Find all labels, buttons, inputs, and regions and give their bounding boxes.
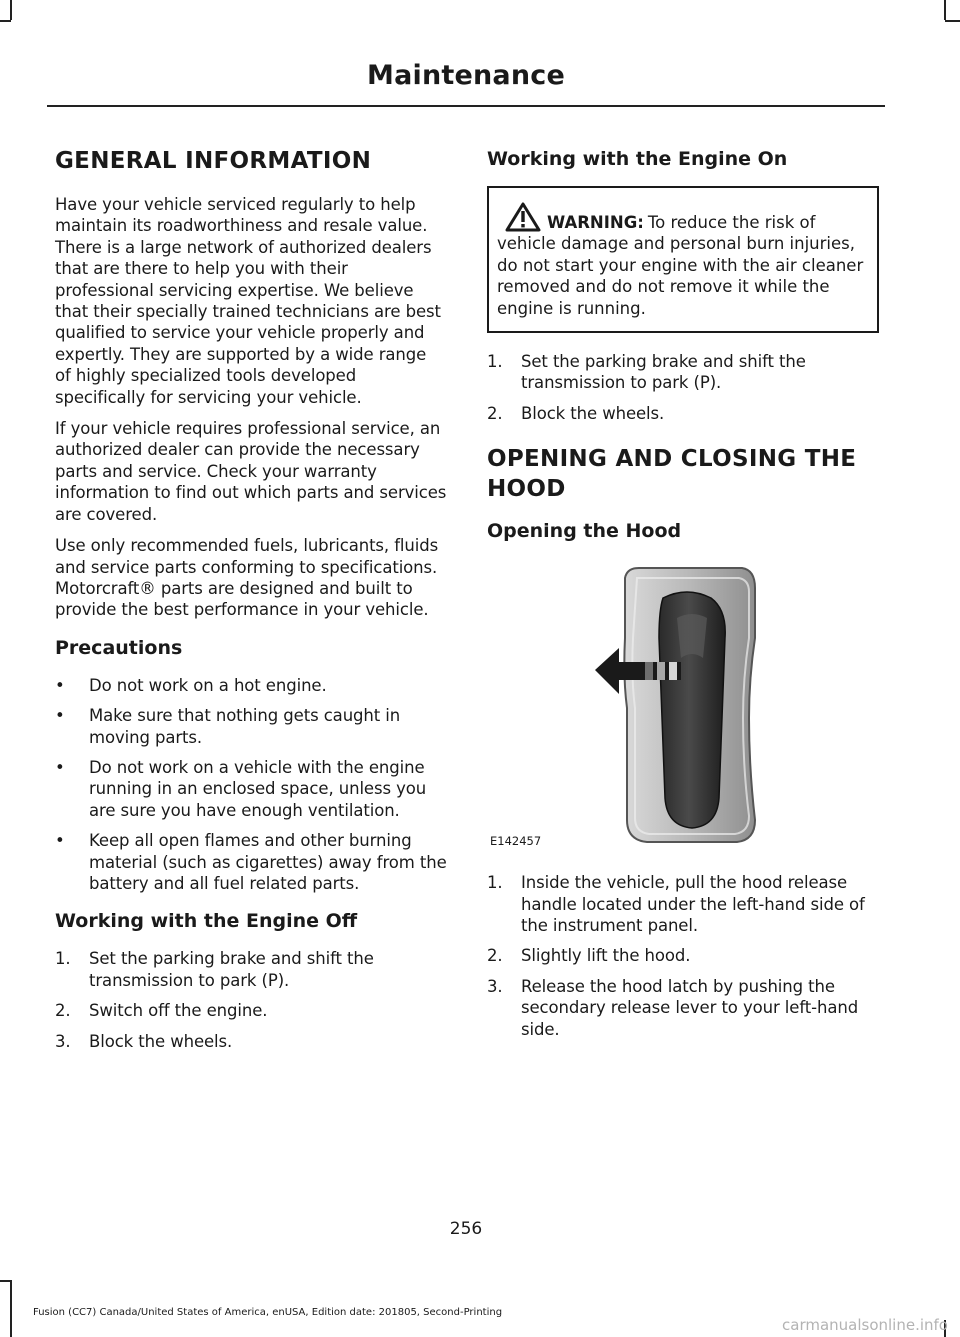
list-item-text: Do not work on a vehicle with the engine running in an enclosed space, unless you are sure you have enough ventilation. [89, 757, 427, 820]
step-text: Set the parking brake and shift the transmission to park (P). [521, 352, 806, 393]
step-text: Inside the vehicle, pull the hood release handle located under the left-hand side of the instrument panel. [521, 873, 865, 936]
paragraph: Use only recommended fuels, lubricants, fluids and service parts conforming to specifications. Motorcraft® parts are designed and built to provide the best performance in your vehicle. [55, 536, 439, 620]
left-column [55, 140, 447, 1061]
crop-mark [944, 0, 946, 20]
list-item [55, 1000, 447, 1021]
hood-heading-line: HOOD [487, 476, 566, 503]
warning-text: To reduce the risk of vehicle damage and personal burn injuries, do not start your engine with the air cleaner removed and do not remove it while the engine is running. [497, 213, 864, 318]
crop-mark [10, 0, 12, 20]
hood-release-handle-illustration [487, 558, 879, 858]
list-item [487, 351, 879, 394]
step-text: Slightly lift the hood. [521, 946, 691, 966]
engine-on-steps [487, 351, 879, 424]
page-header-title: Maintenance [367, 60, 565, 91]
step-number: 3. [487, 976, 503, 996]
warning-box [487, 186, 879, 333]
list-item-text: Keep all open flames and other burning material (such as cigarettes) away from the battery and all fuel related parts. [89, 831, 447, 893]
paragraph: Have your vehicle serviced regularly to help maintain its roadworthiness and resale value. There is a large network of authorized dealers that are there to help you with their professional servicing expertise. We believe that their specially trained technicians are best qualified to service your vehicle properly and expertly. They are supported by a wide range of highly specialized tools developed specifically for servicing your vehicle. [55, 195, 441, 407]
opening-hood-steps [487, 872, 879, 1040]
hood-section-heading [487, 444, 879, 504]
step-text: Block the wheels. [521, 403, 665, 423]
list-item [55, 1031, 447, 1052]
paragraph: If your vehicle requires professional service, an authorized dealer can provide the necessary parts and service. Check your warranty information to find out which parts and services are covered. [55, 419, 447, 524]
step-number: 2. [487, 946, 503, 966]
step-number: 3. [55, 1031, 71, 1051]
list-item [55, 948, 447, 991]
opening-hood-heading: Opening the Hood [487, 520, 682, 543]
list-item [487, 945, 879, 966]
crop-mark [10, 1280, 12, 1337]
header-divider [47, 105, 885, 107]
engine-off-heading: Working with the Engine Off [55, 910, 358, 933]
crop-mark [0, 1280, 11, 1282]
list-item [55, 675, 447, 696]
crop-mark [945, 20, 960, 22]
bullet-marker: • [55, 706, 65, 726]
precautions-list [55, 675, 447, 895]
step-text: Release the hood latch by pushing the secondary release lever to your left-hand side. [521, 976, 859, 1039]
figure-id: E142457 [490, 834, 542, 849]
warning-triangle-icon [505, 202, 541, 232]
list-item [55, 705, 447, 748]
page-number: 256 [449, 1219, 483, 1239]
edition-footer: Fusion (CC7) Canada/United States of America, enUSA, Edition date: 201805, Second-Printing [33, 1307, 503, 1318]
precautions-heading: Precautions [55, 636, 183, 659]
bullet-marker: • [55, 831, 65, 851]
list-item [55, 757, 447, 821]
step-text: Switch off the engine. [89, 1001, 268, 1021]
right-column [487, 140, 879, 1049]
watermark: carmanualsonline.info [782, 1316, 948, 1334]
engine-off-steps [55, 948, 447, 1052]
general-information-heading: GENERAL INFORMATION [55, 148, 372, 174]
list-item [487, 976, 879, 1040]
bullet-marker: • [55, 675, 65, 695]
list-item [55, 830, 447, 894]
warning-label: WARNING: [547, 213, 644, 232]
hood-release-figure [487, 558, 879, 858]
engine-on-heading: Working with the Engine On [487, 148, 788, 170]
crop-mark [0, 20, 11, 22]
step-number: 1. [487, 352, 503, 372]
bullet-marker: • [55, 757, 65, 777]
step-number: 2. [487, 403, 503, 423]
list-item [487, 872, 879, 936]
step-number: 2. [55, 1001, 71, 1021]
list-item-text: Make sure that nothing gets caught in moving parts. [89, 706, 401, 747]
list-item [487, 403, 879, 424]
hood-heading-line: OPENING AND CLOSING THE [487, 446, 857, 473]
list-item-text: Do not work on a hot engine. [89, 675, 327, 695]
step-number: 1. [55, 949, 71, 969]
step-text: Block the wheels. [89, 1031, 233, 1051]
step-number: 1. [487, 873, 503, 893]
step-text: Set the parking brake and shift the transmission to park (P). [89, 949, 374, 990]
